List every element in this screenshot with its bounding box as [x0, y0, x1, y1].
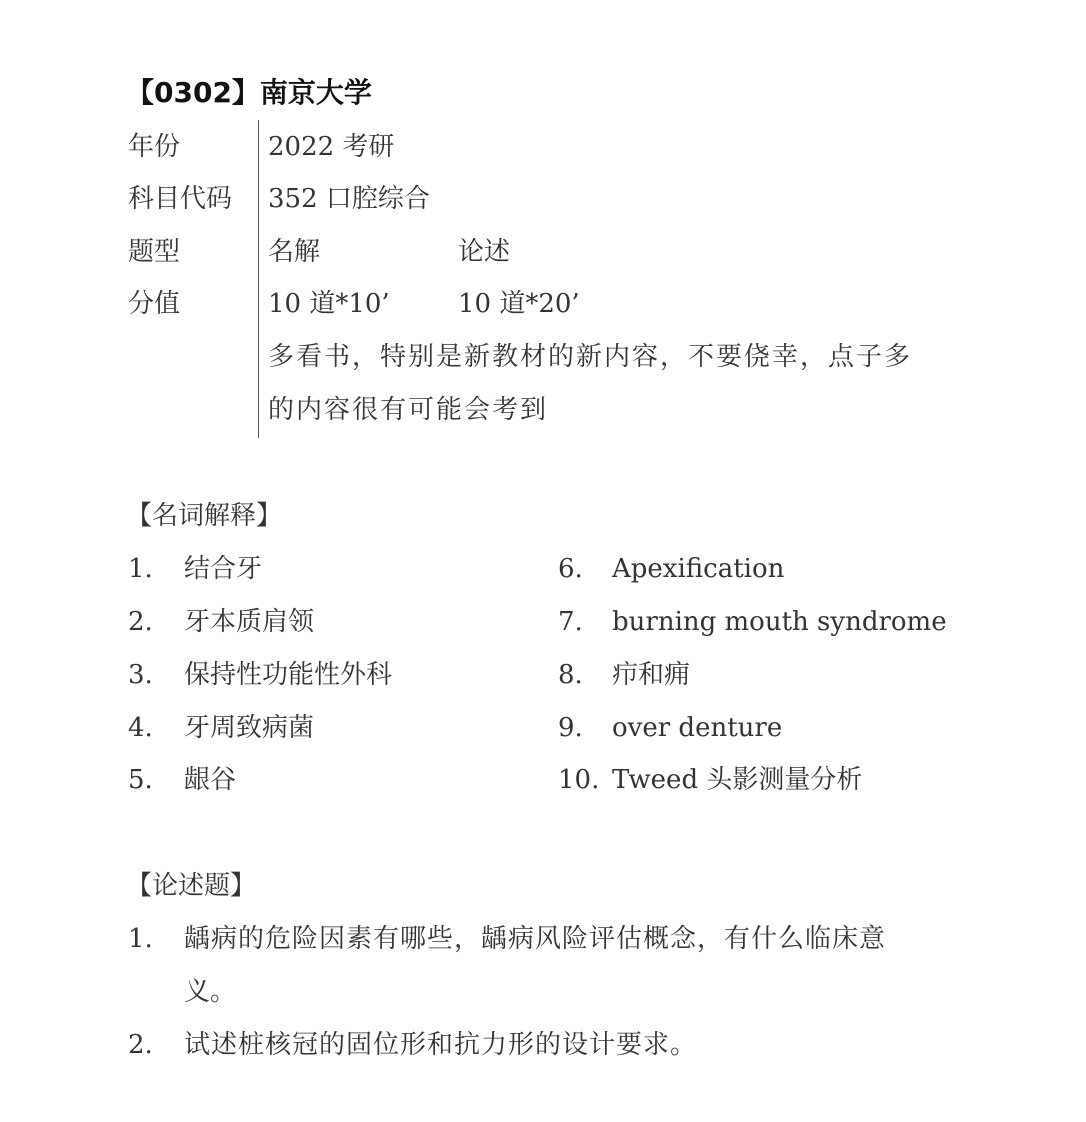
list-item: 牙周致病菌 — [184, 713, 315, 743]
list-number: 7. — [558, 607, 583, 637]
list-item: 龈谷 — [184, 765, 237, 795]
score-1: 10 道*10’ — [268, 289, 390, 319]
list-item: 保持性功能性外科 — [184, 660, 393, 690]
type-label: 题型 — [128, 237, 181, 267]
list-number: 2. — [128, 607, 153, 637]
list-item-continuation: 义。 — [184, 977, 237, 1007]
code-value: 352 口腔综合 — [268, 184, 430, 214]
type-2: 论述 — [458, 237, 511, 267]
list-item: 疖和痈 — [612, 660, 691, 690]
list-item: 结合牙 — [184, 554, 263, 584]
list-item: 龋病的危险因素有哪些，龋病风险评估概念，有什么临床意 — [184, 924, 887, 954]
list-item: Apexification — [612, 554, 785, 584]
list-number: 2. — [128, 1030, 153, 1060]
list-number: 3. — [128, 660, 153, 690]
type-1: 名解 — [268, 237, 321, 267]
table-divider — [258, 120, 259, 438]
list-number: 6. — [558, 554, 583, 584]
list-number: 5. — [128, 765, 153, 795]
note-line-1: 多看书，特别是新教材的新内容，不要侥幸，点子多 — [268, 342, 913, 372]
list-item: 牙本质肩领 — [184, 607, 315, 637]
list-item: 试述桩核冠的固位形和抗力形的设计要求。 — [184, 1030, 698, 1060]
list-number: 4. — [128, 713, 153, 743]
code-label: 科目代码 — [128, 184, 233, 214]
list-item: burning mouth syndrome — [612, 607, 947, 637]
section-header: 【论述题】 — [126, 871, 257, 901]
section-header: 【名词解释】 — [126, 501, 283, 531]
list-number: 1. — [128, 554, 153, 584]
list-item: Tweed 头影测量分析 — [612, 765, 863, 795]
list-number: 1. — [128, 924, 153, 954]
score-label: 分值 — [128, 289, 181, 319]
year-label: 年份 — [128, 132, 181, 162]
list-number: 8. — [558, 660, 583, 690]
list-item: over denture — [612, 713, 783, 743]
list-number: 9. — [558, 713, 583, 743]
page-title: 【0302】南京大学 — [126, 76, 372, 109]
score-2: 10 道*20’ — [458, 289, 580, 319]
year-value: 2022 考研 — [268, 132, 395, 162]
note-line-2: 的内容很有可能会考到 — [268, 395, 549, 425]
list-number: 10. — [558, 765, 600, 795]
